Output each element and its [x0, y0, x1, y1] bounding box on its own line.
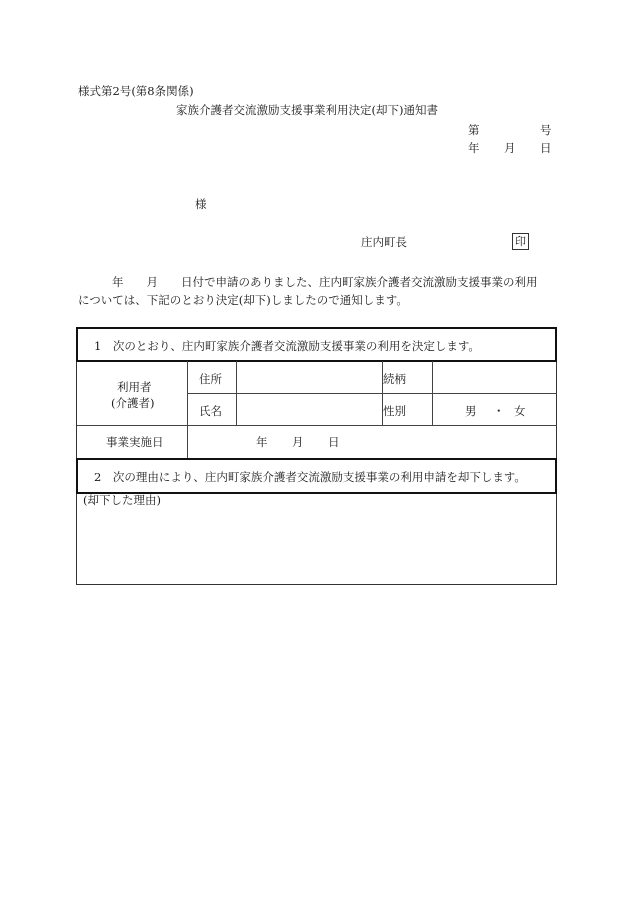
gender-separator: ・: [493, 404, 505, 418]
addressee-honorific: 様: [195, 197, 207, 211]
column-divider: [187, 361, 188, 458]
section-2-text: 2 次の理由により、庄内町家族介護者交流激励支援事業の利用申請を却下します。: [94, 470, 526, 484]
issue-date-day: 日: [540, 141, 552, 155]
name-label: 氏名: [199, 404, 222, 418]
row-divider: [187, 393, 557, 394]
column-divider: [432, 361, 433, 425]
document-number-prefix: 第: [468, 123, 480, 137]
document-title: 家族介護者交流激励支援事業利用決定(却下)通知書: [176, 103, 438, 117]
rejection-reason-label: (却下した理由): [83, 493, 161, 507]
gender-label: 性別: [383, 404, 406, 418]
address-label: 住所: [199, 372, 222, 386]
implementation-date-year: 年: [256, 435, 268, 449]
relation-label: 続柄: [383, 372, 406, 386]
notice-table: [76, 327, 557, 585]
notice-body-line-1: 年 月 日付で申請のありました、庄内町家族介護者交流激励支援事業の利用: [112, 275, 538, 289]
implementation-date-day: 日: [328, 435, 340, 449]
issuer-title: 庄内町長: [361, 235, 407, 249]
gender-option-male: 男: [465, 404, 477, 418]
form-number: 様式第2号(第8条関係): [78, 84, 194, 98]
user-label: 利用者: [117, 380, 152, 394]
section-2-header: [76, 458, 557, 494]
seal-mark: 印: [512, 233, 529, 250]
implementation-date-month: 月: [292, 435, 304, 449]
notice-body: [78, 273, 558, 309]
issue-date-year: 年: [468, 141, 480, 155]
section-1-text: 1 次のとおり、庄内町家族介護者交流激励支援事業の利用を決定します。: [94, 339, 480, 353]
implementation-date-label: 事業実施日: [106, 435, 164, 449]
user-sub-label: (介護者): [111, 396, 155, 410]
notice-body-line-2: については、下記のとおり決定(却下)しましたので通知します。: [78, 293, 408, 307]
column-divider: [236, 361, 237, 425]
gender-option-female: 女: [514, 404, 526, 418]
row-divider: [77, 425, 557, 426]
issue-date-month: 月: [504, 141, 516, 155]
document-number-suffix: 号: [540, 123, 552, 137]
section-1-header: [76, 327, 557, 362]
